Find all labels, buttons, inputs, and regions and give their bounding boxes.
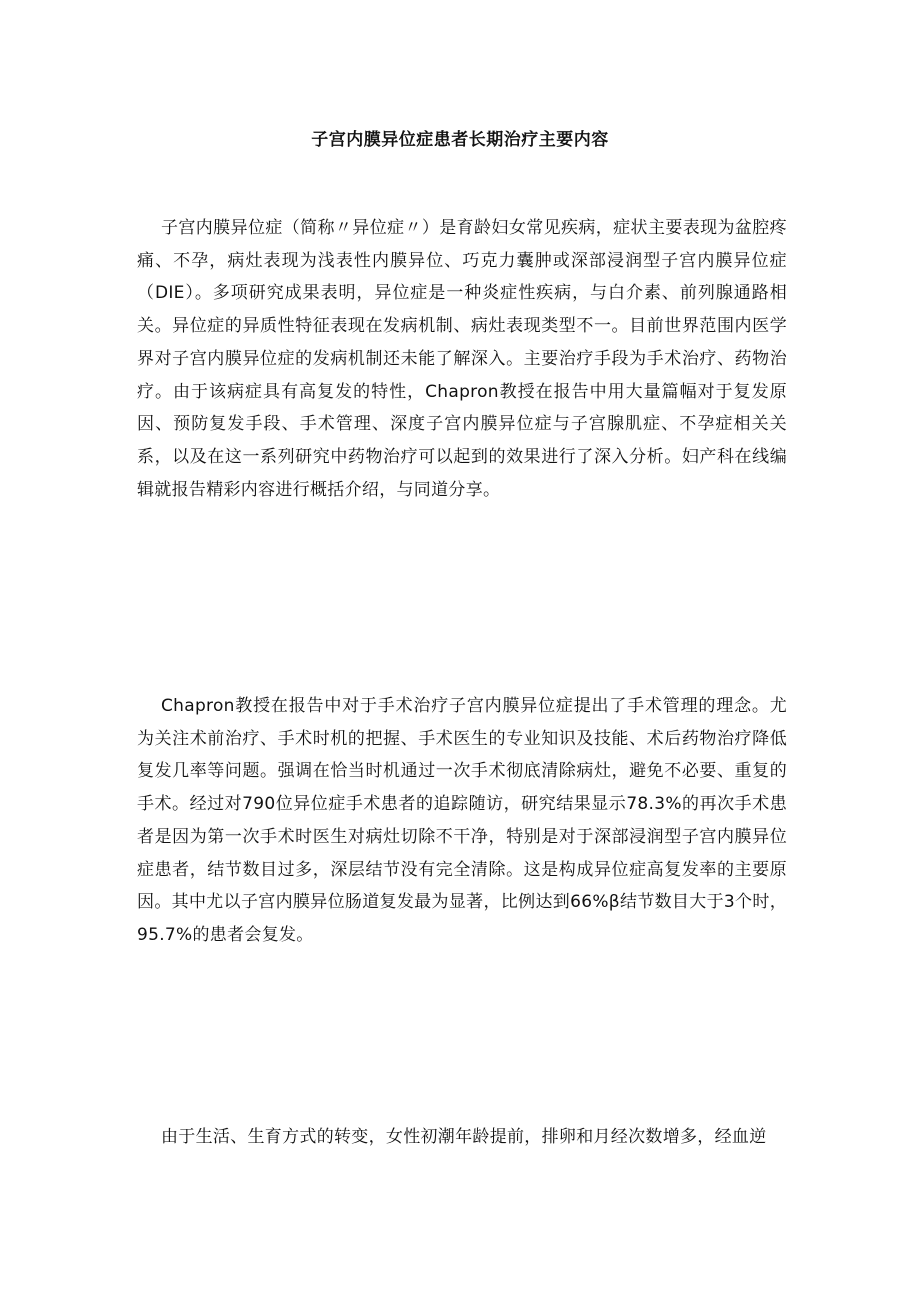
paragraph-surgery: Chapron教授在报告中对于手术治疗子宫内膜异位症提出了手术管理的理念。尤为关注术前治疗、手术时机的把握、手术医生的专业知识及技能、术后药物治疗降低复发几率等问题。强调在恰当时机通过一次手术彻底清除病灶，避免不必要、重复的手术。经过对790位异位症手术患者的追踪随访，研究结果显示78.3%的再次手术患者是因为第一次手术时医生对病灶切除不干净，特别是对于深部浸润型子宫内膜异位症患者，结节数目过多，深层结节没有完全清除。这是构成异位症高复发率的主要原因。其中尤以子宫内膜异位肠道复发最为显著，比例达到66%β结节数目大于3个时，95.7%的患者会复发。 [137,696,787,945]
paragraph-intro: 子宫内膜异位症（简称〃异位症〃）是育龄妇女常见疾病，症状主要表现为盆腔疼痛、不孕，病灶表现为浅表性内膜异位、巧克力囊肿或深部浸润型子宫内膜异位症（DIE）。多项研究成果表明，异位症是一种炎症性疾病，与白介素、前列腺通路相关。异位症的异质性特征表现在发病机制、病灶表现类型不一。目前世界范围内医学界对子宫内膜异位症的发病机制还未能了解深入。主要治疗手段为手术治疗、药物治疗。由于该病症具有高复发的特性，Chapron教授在报告中用大量篇幅对于复发原因、预防复发手段、手术管理、深度子宫内膜异位症与子宫腺肌症、不孕症相关关系，以及在这一系列研究中药物治疗可以起到的效果进行了深入分析。妇产科在线编辑就报告精彩内容进行概括介绍，与同道分享。 [137,218,787,500]
paragraph-lifestyle: 由于生活、生育方式的转变，女性初潮年龄提前，排卵和月经次数增多，经血逆 [161,1127,767,1147]
document-title: 子宫内膜异位症患者长期治疗主要内容 [311,130,609,150]
